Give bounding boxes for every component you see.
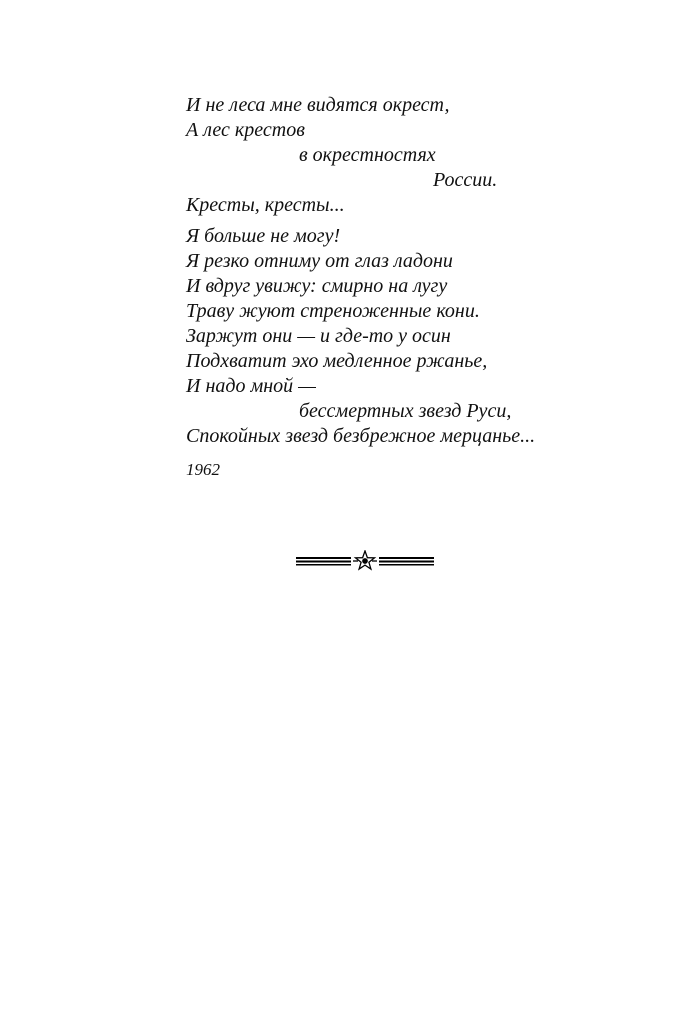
star-divider-icon [296,550,434,572]
poem-line: А лес крестов [186,119,305,141]
poem-line: И не леса мне видятся окрест, [186,94,450,116]
poem-line: Траву жуют стреноженные кони. [186,300,480,322]
poem-line: Спокойных звезд безбрежное мерцанье... [186,425,536,447]
poem-line: Я больше не могу! [186,225,341,247]
poem-line: Я резко отниму от глаз ладони [186,250,453,272]
poem [186,93,646,482]
poem-date: 1962 [186,460,220,479]
poem-line: России. [433,169,498,191]
poem-line: Кресты, кресты... [186,194,345,216]
stanza-2 [186,224,646,449]
poem-line: Подхватит эхо медленное ржанье, [186,350,488,372]
poem-line: в окрестностях [299,144,436,166]
stanza-1 [186,93,646,218]
poem-line: И вдруг увижу: смирно на лугу [186,275,448,297]
poem-line: И надо мной — [186,375,316,397]
poem-line: Заржут они — и где-то у осин [186,325,451,347]
poem-line: бессмертных звезд Руси, [299,400,512,422]
